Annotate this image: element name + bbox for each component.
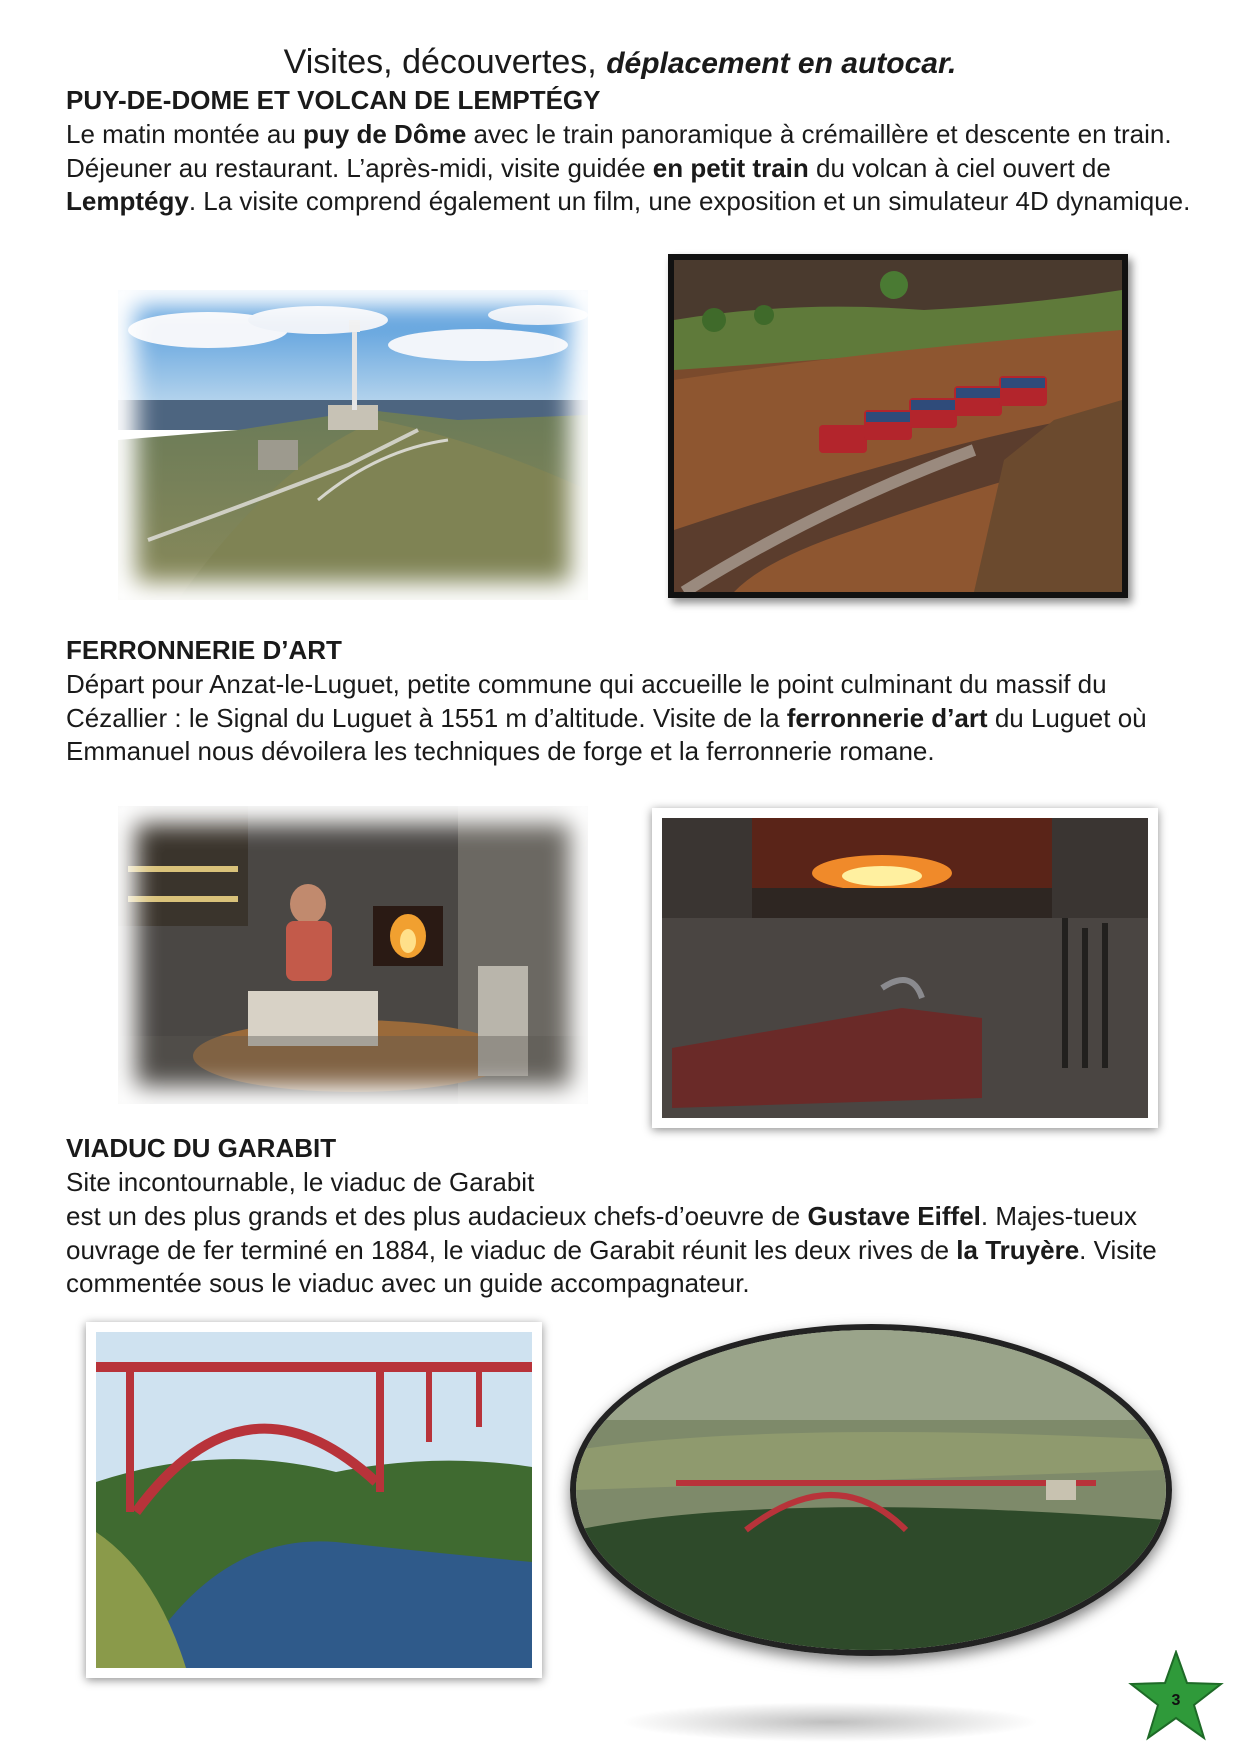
- bold-phrase: la Truyère: [956, 1234, 1080, 1265]
- text-run: . Majes-tueux ouvrage de fer terminé en 1884, le viaduc de Garabit réunit les deux rives de: [66, 1201, 1137, 1265]
- section-text-puy-de-dome: [66, 118, 1206, 219]
- photo-lemptegy-train: [668, 254, 1128, 598]
- bold-phrase: en petit train: [652, 152, 809, 183]
- text-run: . Visite commentée sous le viaduc avec un guide accompagnateur.: [66, 1234, 1157, 1298]
- photo-puy-de-dome-aerial: [118, 290, 588, 600]
- bold-phrase: ferronnerie d’art: [786, 702, 988, 733]
- bold-phrase: Lemptégy: [66, 186, 189, 216]
- section-text-garabit-line1: Site incontournable, le viaduc de Garabit: [66, 1167, 535, 1197]
- section-text-garabit: [66, 1200, 1206, 1301]
- page-bottom-shadow: [620, 1702, 1040, 1742]
- text-run: Départ pour Anzat-le-Luguet, petite commune qui accueille le point culminant du massif du Cézallier : le Signal du Luguet à 1551 m d’altitude. Visite de la: [66, 669, 1107, 733]
- text-run: Le matin montée au: [66, 119, 304, 149]
- page-title-italic: déplacement en autocar.: [606, 47, 957, 80]
- text-run: avec le train panoramique à crémaillère et descente en train. Déjeuner au restaurant. L’après-midi, visite guidée: [66, 119, 1172, 183]
- text-run: du volcan à ciel ouvert de: [808, 152, 1111, 183]
- section-text-ferronnerie: [66, 668, 1206, 769]
- photo-forge-anvil: [652, 808, 1158, 1128]
- page-title-main: Visites, découvertes,: [283, 43, 607, 81]
- photo-forge-workshop: [118, 806, 588, 1104]
- section-heading-garabit: VIADUC DU GARABIT: [66, 1133, 337, 1163]
- page-title: [0, 40, 1240, 86]
- page-number: 3: [1171, 1692, 1181, 1709]
- section-heading-ferronnerie: FERRONNERIE D’ART: [66, 635, 342, 665]
- photo-garabit-landscape: [570, 1324, 1172, 1656]
- section-heading-puy-de-dome: PUY-DE-DOME ET VOLCAN DE LEMPTÉGY: [66, 85, 601, 115]
- text-run: du Luguet où Emmanuel nous dévoilera les techniques de forge et la ferronnerie romane.: [66, 702, 1147, 766]
- bold-phrase: puy de Dôme: [303, 119, 467, 149]
- bold-phrase: Gustave Eiffel: [807, 1201, 981, 1231]
- photo-garabit-viaduct: [86, 1322, 542, 1678]
- text-run: est un des plus grands et des plus audacieux chefs-d’oeuvre de: [66, 1201, 808, 1231]
- text-run: . La visite comprend également un film, une exposition et un simulateur 4D dynamique.: [188, 186, 1191, 216]
